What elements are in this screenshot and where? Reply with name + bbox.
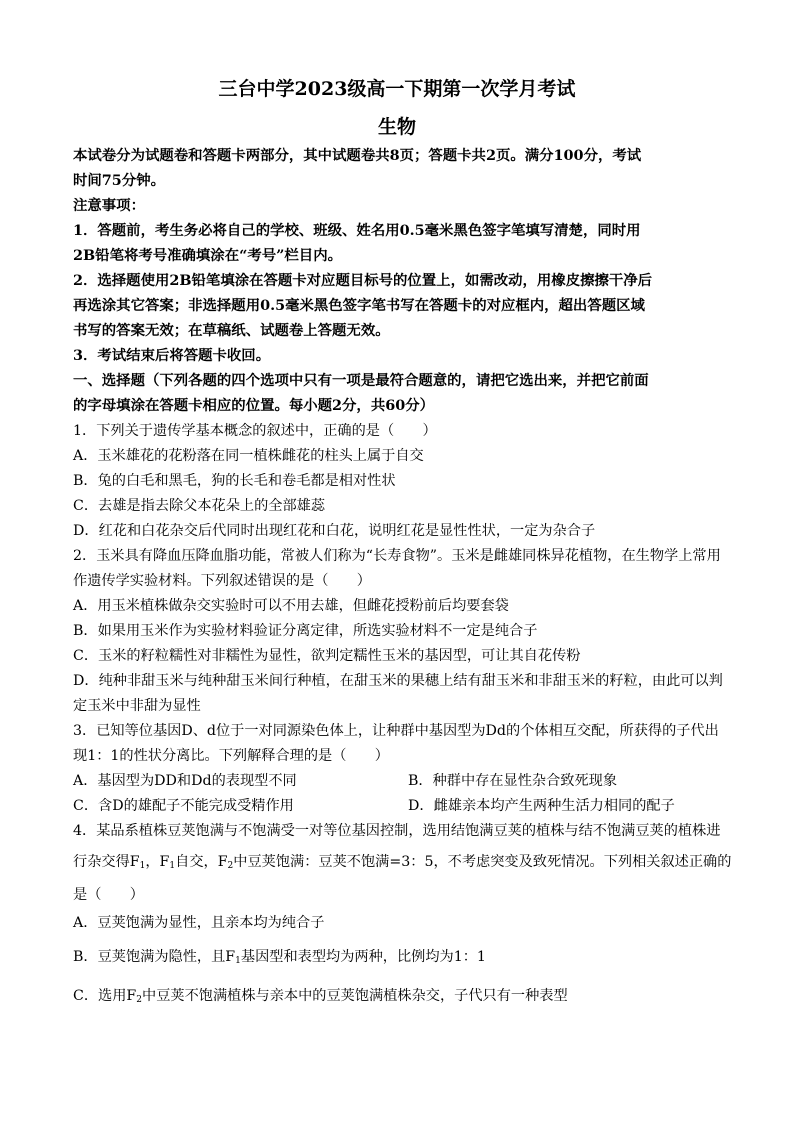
option: A．玉米雄花的花粉落在同一植株雌花的柱头上属于自交 bbox=[73, 448, 424, 464]
option: 定玉米中非甜为显性 bbox=[73, 698, 201, 714]
question-stem: 1．下列关于遗传学基本概念的叙述中，正确的是（ ） bbox=[73, 423, 437, 439]
question-stem: 3．已知等位基因D、d位于一对同源染色体上，让种群中基因型为Dd的个体相互交配，所获得的子代出 bbox=[73, 723, 719, 739]
notice-item: 再选涂其它答案；非选择题用0.5毫米黑色签字笔书写在答题卡的对应框内，超出答题区域 bbox=[73, 297, 645, 314]
option: A．用玉米植株做杂交实验时可以不用去雄，但雌花授粉前后均要套袋 bbox=[73, 598, 509, 614]
section-heading: 一、选择题（下列各题的四个选项中只有一项是最符合题意的，请把它选出来，并把它前面 bbox=[73, 372, 649, 389]
intro-line: 本试卷分为试题卷和答题卡两部分，其中试题卷共8页；答题卡共2页。满分100分，考试 bbox=[73, 147, 642, 164]
notice-heading: 注意事项： bbox=[73, 197, 145, 214]
question-stem: 是（ ） bbox=[73, 887, 144, 903]
exam-title: 三台中学2023级高一下期第一次学月考试 bbox=[218, 78, 576, 100]
notice-item: 1．答题前，考生务必将自己的学校、班级、姓名用0.5毫米黑色签字笔填写清楚，同时用 bbox=[73, 222, 641, 239]
option: C．玉米的籽粒糯性对非糯性为显性，欲判定糯性玉米的基因型，可让其自花传粉 bbox=[73, 648, 581, 664]
option: D．纯种非甜玉米与纯种甜玉米间行种植，在甜玉米的果穗上结有甜玉米和非甜玉米的籽粒，由此可以判 bbox=[73, 673, 723, 689]
question-stem: 行杂交得$F_1$，$F_1$自交，$F_2$中豆荚饱满：豆荚不饱满=3：5，不考虑突变及致死情况。下列相关叙述正确的 bbox=[73, 854, 732, 871]
question-stem: 现1：1的性状分离比。下列解释合理的是（ ） bbox=[73, 748, 389, 764]
option: C．含D的雄配子不能完成受精作用 bbox=[73, 798, 294, 814]
option: D．红花和白花杂交后代同时出现红花和白花，说明红花是显性性状，一定为杂合子 bbox=[73, 523, 596, 539]
option: A．基因型为DD和Dd的表现型不同 bbox=[73, 773, 297, 789]
option: B．豆荚饱满为隐性，且$F_1$基因型和表型均为两种，比例均为1：1 bbox=[73, 949, 486, 966]
notice-item: 书写的答案无效；在草稿纸、试题卷上答题无效。 bbox=[73, 322, 390, 339]
notice-item: 3．考试结束后将答题卡收回。 bbox=[73, 347, 271, 364]
option: C．去雄是指去除父本花朵上的全部雄蕊 bbox=[73, 498, 326, 514]
subject-title: 生物 bbox=[377, 116, 416, 138]
notice-item: 2B铅笔将考号准确填涂在“考号”栏目内。 bbox=[73, 247, 342, 264]
option: C．选用$F_2$中豆荚不饱满植株与亲本中的豆荚饱满植株杂交，子代只有一种表型 bbox=[73, 988, 568, 1005]
notice-item: 2．选择题使用2B铅笔填涂在答题卡对应题目标号的位置上，如需改动，用橡皮擦擦干净后 bbox=[73, 272, 653, 289]
option: B．兔的白毛和黑毛，狗的长毛和卷毛都是相对性状 bbox=[73, 473, 396, 489]
question-stem: 2．玉米具有降血压降血脂功能，常被人们称为“长寿食物”。玉米是雌雄同株异花植物，在生物学上常用 bbox=[73, 548, 721, 564]
option: B．如果用玉米作为实验材料验证分离定律，所选实验材料不一定是纯合子 bbox=[73, 623, 538, 639]
section-heading: 的字母填涂在答题卡相应的位置。每小题2分，共60分） bbox=[73, 397, 435, 414]
question-stem: 4．某品系植株豆荚饱满与不饱满受一对等位基因控制，选用结饱满豆荚的植株与结不饱满豆荚的植株进 bbox=[73, 823, 721, 839]
option: B．种群中存在显性杂合致死现象 bbox=[408, 773, 618, 789]
option: D．雌雄亲本均产生两种生活力相同的配子 bbox=[408, 798, 675, 814]
intro-line: 时间75分钟。 bbox=[73, 172, 165, 189]
question-stem: 作遗传学实验材料。下列叙述错误的是（ ） bbox=[73, 573, 371, 589]
option: A．豆荚饱满为显性，且亲本均为纯合子 bbox=[73, 915, 325, 931]
